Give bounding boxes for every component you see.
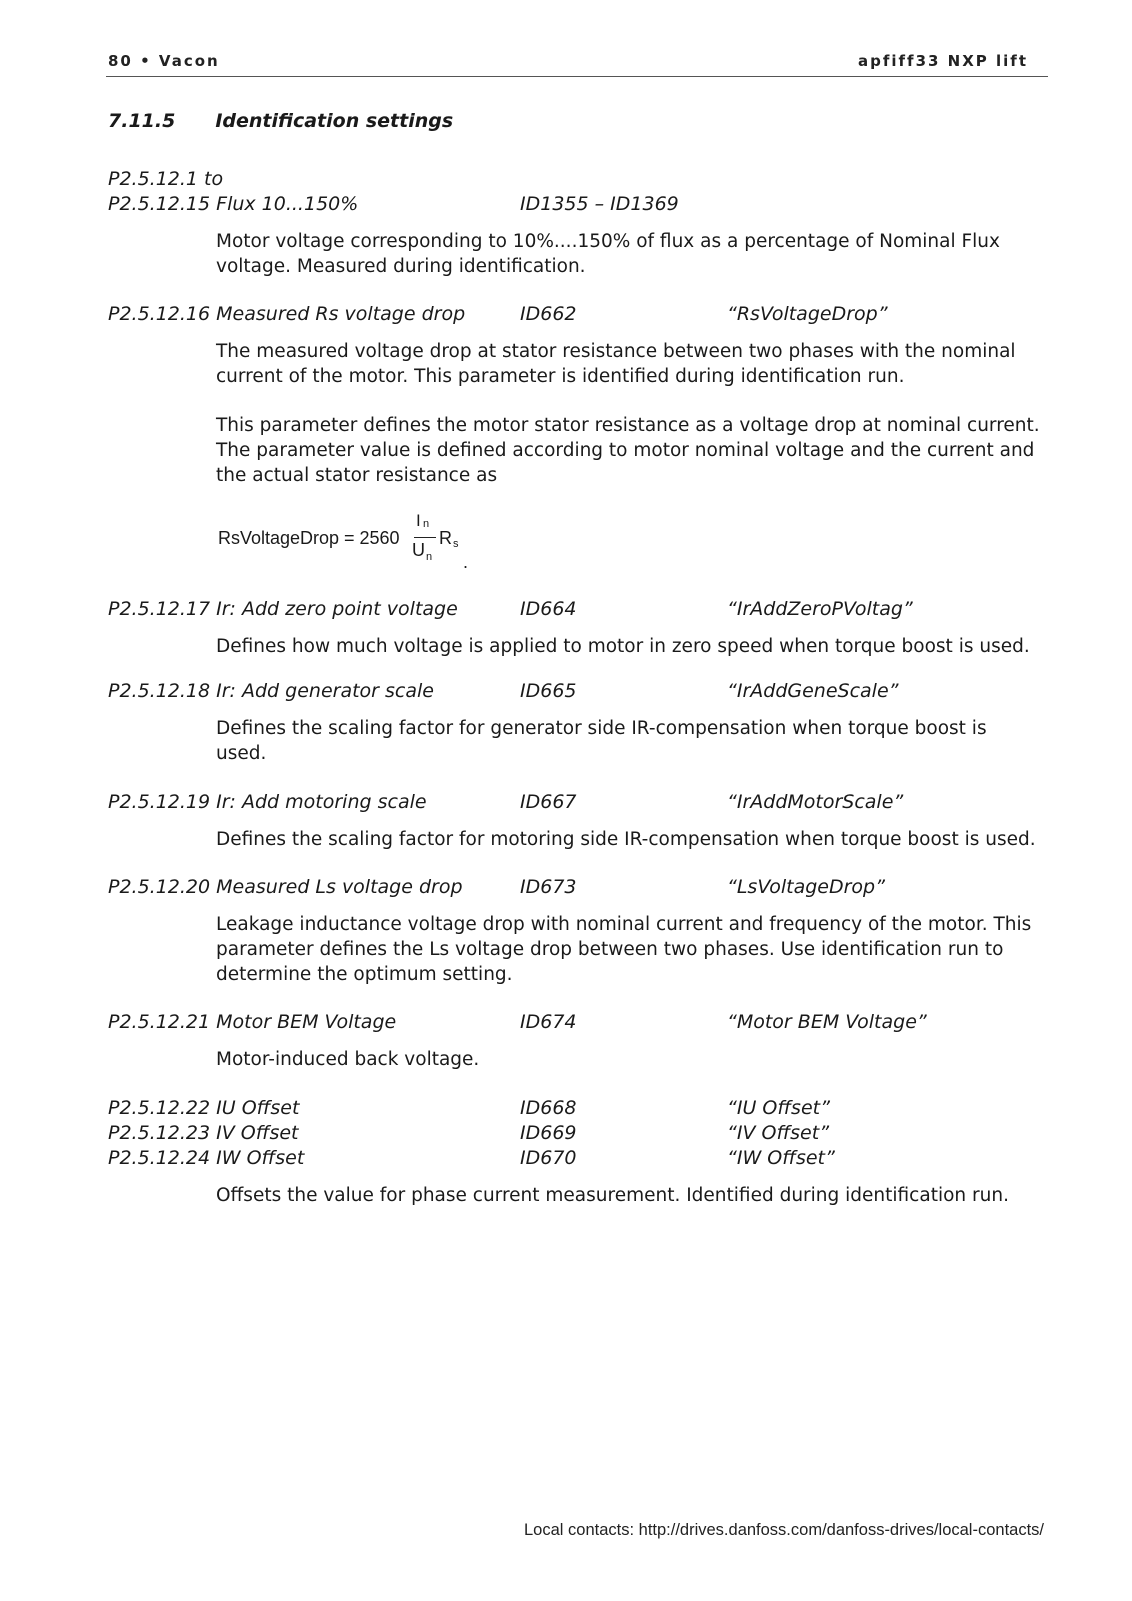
formula-coefficient: = 2560 [344, 528, 400, 548]
formula-lhs: RsVoltageDrop [218, 528, 340, 548]
param-code: P2.5.12.21 Motor BEM Voltage [108, 1011, 397, 1033]
page-header-left: 80 • Vacon [108, 52, 220, 70]
param-code: P2.5.12.16 Measured Rs voltage drop [108, 303, 466, 325]
param-description: Defines how much voltage is applied to motor in zero speed when torque boost is used. [216, 636, 1030, 657]
formula-numerator-sub: n [423, 518, 430, 530]
section-name: Identification settings [215, 110, 454, 132]
param-description: This parameter defines the motor stator resistance as a voltage drop at nominal current. The parameter value is defined according to motor nominal voltage and the current and the actual stator resistance as [216, 415, 1040, 486]
param-description: Motor voltage corresponding to 10%....150% of flux as a percentage of Nominal Flux voltage. Measured during identification. [216, 231, 1000, 277]
formula-fraction-bar [414, 537, 436, 538]
param-id: ID670 [520, 1147, 577, 1169]
param-name: “Motor BEM Voltage” [727, 1011, 927, 1033]
param-name: “IrAddGeneScale” [727, 680, 899, 702]
section-number: 7.11.5 [108, 110, 176, 132]
param-code: P2.5.12.1 to [108, 168, 224, 190]
param-code: P2.5.12.22 IU Offset [108, 1097, 300, 1119]
param-name: “RsVoltageDrop” [727, 303, 888, 325]
param-id: ID664 [520, 598, 577, 620]
param-description: Motor-induced back voltage. [216, 1049, 480, 1070]
rs-voltage-drop-formula [218, 511, 478, 582]
param-id: ID667 [520, 791, 577, 813]
param-id: ID662 [520, 303, 577, 325]
param-description: Offsets the value for phase current measurement. Identified during identification run. [216, 1185, 1009, 1206]
param-code: P2.5.12.24 IW Offset [108, 1147, 305, 1169]
param-code: P2.5.12.18 Ir: Add generator scale [108, 680, 434, 702]
param-id: ID668 [520, 1097, 577, 1119]
param-code: P2.5.12.19 Ir: Add motoring scale [108, 791, 427, 813]
section-title [108, 110, 453, 132]
param-description: Defines the scaling factor for generator side IR-compensation when torque boost is used. [216, 718, 987, 764]
formula-rhs: R [439, 528, 452, 548]
param-id: ID673 [520, 876, 577, 898]
formula-numerator: I [416, 511, 421, 530]
footer-local-contacts: Local contacts: http://drives.danfoss.com/danfoss-drives/local-contacts/ [524, 1521, 1044, 1539]
param-description: Defines the scaling factor for motoring side IR-compensation when torque boost is used. [216, 829, 1036, 850]
param-name: “IW Offset” [727, 1147, 835, 1169]
param-id: ID665 [520, 680, 577, 702]
param-name: “IrAddMotorScale” [727, 791, 904, 813]
param-description: Leakage inductance voltage drop with nominal current and frequency of the motor. This parameter defines the Ls voltage drop between two phases. Use identification run to determine the optimum setting. [216, 914, 1032, 985]
formula-denominator-sub: n [426, 551, 433, 563]
header-rule [106, 76, 1048, 77]
param-id: ID669 [520, 1122, 577, 1144]
formula-rhs-sub: s [453, 538, 459, 550]
formula-denominator: U [412, 540, 425, 560]
param-name: “IV Offset” [727, 1122, 830, 1144]
param-name: “LsVoltageDrop” [727, 876, 885, 898]
param-code: P2.5.12.15 Flux 10...150% [108, 193, 359, 215]
param-description: The measured voltage drop at stator resistance between two phases with the nominal current of the motor. This parameter is identified during identification run. [216, 341, 1016, 387]
param-code: P2.5.12.23 IV Offset [108, 1122, 299, 1144]
formula-period: . [463, 552, 469, 572]
param-name: “IU Offset” [727, 1097, 830, 1119]
param-id: ID674 [520, 1011, 577, 1033]
param-name: “IrAddZeroPVoltag” [727, 598, 913, 620]
param-code: P2.5.12.20 Measured Ls voltage drop [108, 876, 463, 898]
param-code: P2.5.12.17 Ir: Add zero point voltage [108, 598, 458, 620]
param-id: ID1355 – ID1369 [520, 193, 679, 215]
page-header-right: apfiff33 NXP lift [858, 52, 1028, 70]
